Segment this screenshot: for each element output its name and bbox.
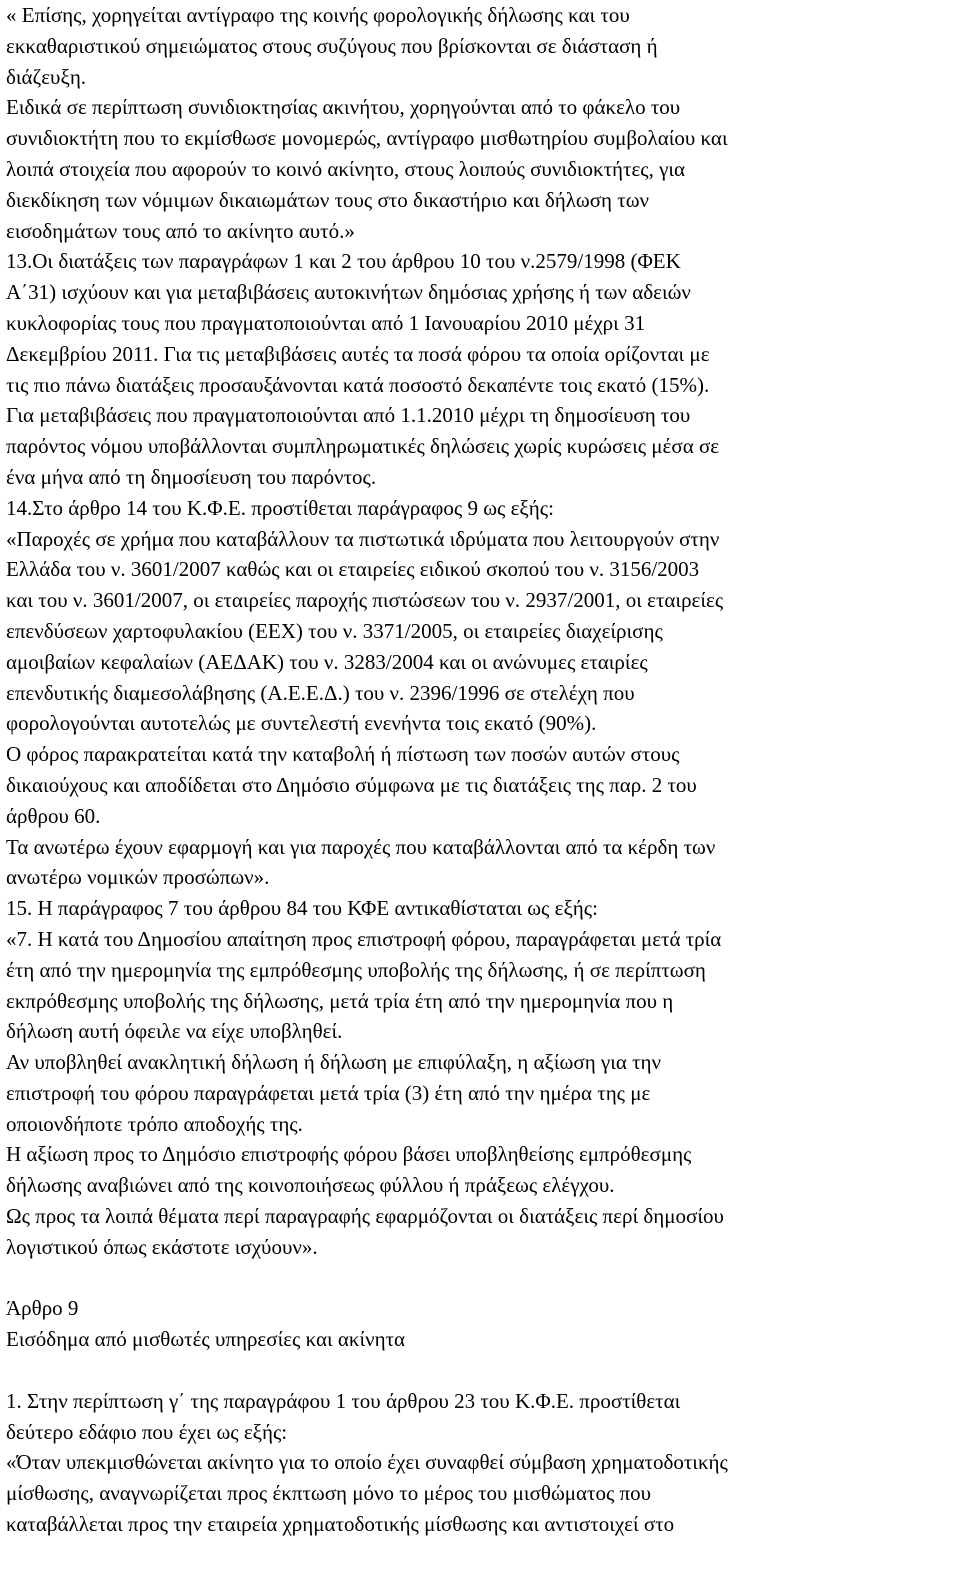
text-line: 15. Η παράγραφος 7 του άρθρου 84 του ΚΦΕ αντικαθίσταται ως εξής: — [6, 896, 598, 921]
text-line: Η αξίωση προς το Δημόσιο επιστροφής φόρου βάσει υποβληθείσης εμπρόθεσμης — [6, 1142, 692, 1167]
text-line: καταβάλλεται προς την εταιρεία χρηματοδοτικής μίσθωσης και αντιστοιχεί στο — [6, 1512, 675, 1537]
text-line: αμοιβαίων κεφαλαίων (ΑΕΔΑΚ) του ν. 3283/2004 και οι ανώνυμες εταιρίες — [6, 649, 648, 674]
text-line: δικαιούχους και αποδίδεται στο Δημόσιο σύμφωνα με τις διατάξεις της παρ. 2 του — [6, 772, 697, 797]
text-line: 14.Στο άρθρο 14 του Κ.Φ.Ε. προστίθεται παράγραφος 9 ως εξής: — [6, 495, 554, 520]
text-line: οποιονδήποτε τρόπο αποδοχής της. — [6, 1111, 303, 1136]
text-line: εκκαθαριστικού σημειώματος στους συζύγους που βρίσκονται σε διάσταση ή — [6, 33, 658, 58]
text-line: έτη από την ημερομηνία της εμπρόθεσμης υποβολής της δήλωσης, ή σε περίπτωση — [6, 957, 706, 982]
text-line: 1. Στην περίπτωση γ΄ της παραγράφου 1 του άρθρου 23 του Κ.Φ.Ε. προστίθεται — [6, 1388, 681, 1413]
text-line: ανωτέρω νομικών προσώπων». — [6, 865, 270, 890]
text-line: συνιδιοκτήτη που το εκμίσθωσε μονομερώς, αντίγραφο μισθωτηρίου συμβολαίου και — [6, 126, 728, 151]
text-line: Εισόδημα από μισθωτές υπηρεσίες και ακίνητα — [6, 1327, 406, 1352]
text-line: λοιπά στοιχεία που αφορούν το κοινό ακίνητο, στους λοιπούς συνιδιοκτήτες, για — [6, 156, 686, 181]
text-line: κυκλοφορίας τους που πραγματοποιούνται από 1 Ιανουαρίου 2010 μέχρι 31 — [6, 310, 646, 335]
text-line: Ελλάδα του ν. 3601/2007 καθώς και οι εταιρείες ειδικού σκοπού του ν. 3156/2003 — [6, 557, 700, 582]
blank-line — [6, 1263, 954, 1294]
text-line: εκπρόθεσμης υποβολής της δήλωσης, μετά τρία έτη από την ημερομηνία που η — [6, 988, 674, 1013]
text-line: Αν υποβληθεί ανακλητική δήλωση ή δήλωση με επιφύλαξη, η αξίωση για την — [6, 1050, 662, 1075]
text-line: επενδυτικής διαμεσολάβησης (Α.Ε.Ε.Δ.) του ν. 2396/1996 σε στελέχη που — [6, 680, 635, 705]
text-line: Α΄31) ισχύουν και για μεταβιβάσεις αυτοκινήτων δημόσιας χρήσης ή των αδειών — [6, 280, 691, 305]
text-line: Τα ανωτέρω έχουν εφαρμογή και για παροχές που καταβάλλονται από τα κέρδη των — [6, 834, 716, 859]
text-line: και του ν. 3601/2007, οι εταιρείες παροχής πιστώσεων του ν. 2937/2001, οι εταιρείες — [6, 588, 724, 613]
text-line: «7. Η κατά του Δημοσίου απαίτηση προς επιστροφή φόρου, παραγράφεται μετά τρία — [6, 926, 722, 951]
text-line: τις πιο πάνω διατάξεις προσαυξάνονται κατά ποσοστό δεκαπέντε τοις εκατό (15%). — [6, 372, 710, 397]
text-line: δήλωσης αναβιώνει από της κοινοποιήσεως φύλλου ή πράξεως ελέγχου. — [6, 1173, 615, 1198]
text-line: διεκδίκηση των νόμιμων δικαιωμάτων τους στο δικαστήριο και δήλωση των — [6, 187, 650, 212]
text-line: παρόντος νόμου υποβάλλονται συμπληρωματικές δηλώσεις χωρίς κυρώσεις μέσα σε — [6, 434, 720, 459]
text-line: «Παροχές σε χρήμα που καταβάλλουν τα πιστωτικά ιδρύματα που λειτουργούν στην — [6, 526, 720, 551]
text-line: άρθρου 60. — [6, 803, 101, 828]
text-line: Για μεταβιβάσεις που πραγματοποιούνται από 1.1.2010 μέχρι τη δημοσίευση του — [6, 403, 691, 428]
text-line: Ως προς τα λοιπά θέματα περί παραγραφής εφαρμόζονται οι διατάξεις περί δημοσίου — [6, 1204, 724, 1229]
text-line: Ειδικά σε περίπτωση συνιδιοκτησίας ακινήτου, χορηγούνται από το φάκελο του — [6, 95, 681, 120]
text-line: εισοδημάτων τους από το ακίνητο αυτό.» — [6, 218, 355, 243]
text-line: φορολογούνται αυτοτελώς με συντελεστή ενενήντα τοις εκατό (90%). — [6, 711, 597, 736]
text-line: Ο φόρος παρακρατείται κατά την καταβολή ή πίστωση των ποσών αυτών στους — [6, 742, 680, 767]
document-page — [6, 0, 954, 1540]
text-line: Δεκεμβρίου 2011. Για τις μεταβιβάσεις αυτές τα ποσά φόρου τα οποία ορίζονται με — [6, 341, 710, 366]
text-line: δήλωση αυτή όφειλε να είχε υποβληθεί. — [6, 1019, 343, 1044]
text-line: Άρθρο 9 — [6, 1296, 79, 1321]
text-line: διάζευξη. — [6, 64, 87, 89]
text-line: ένα μήνα από τη δημοσίευση του παρόντος. — [6, 464, 377, 489]
text-line: επιστροφή του φόρου παραγράφεται μετά τρία (3) έτη από την ημέρα της με — [6, 1080, 651, 1105]
text-line: « Επίσης, χορηγείται αντίγραφο της κοινής φορολογικής δήλωσης και του — [6, 3, 630, 27]
text-line: «Όταν υπεκμισθώνεται ακίνητο για το οποίο έχει συναφθεί σύμβαση χρηματοδοτικής — [6, 1450, 728, 1475]
text-line: λογιστικού όπως εκάστοτε ισχύουν». — [6, 1234, 318, 1259]
text-line: επενδύσεων χαρτοφυλακίου (ΕΕΧ) του ν. 3371/2005, οι εταιρείες διαχείρισης — [6, 618, 663, 643]
text-line: δεύτερο εδάφιο που έχει ως εξής: — [6, 1419, 288, 1444]
blank-line — [6, 1355, 954, 1386]
text-line: μίσθωσης, αναγνωρίζεται προς έκπτωση μόνο το μέρος του μισθώματος που — [6, 1481, 652, 1506]
text-line: 13.Οι διατάξεις των παραγράφων 1 και 2 του άρθρου 10 του ν.2579/1998 (ΦΕΚ — [6, 249, 681, 274]
